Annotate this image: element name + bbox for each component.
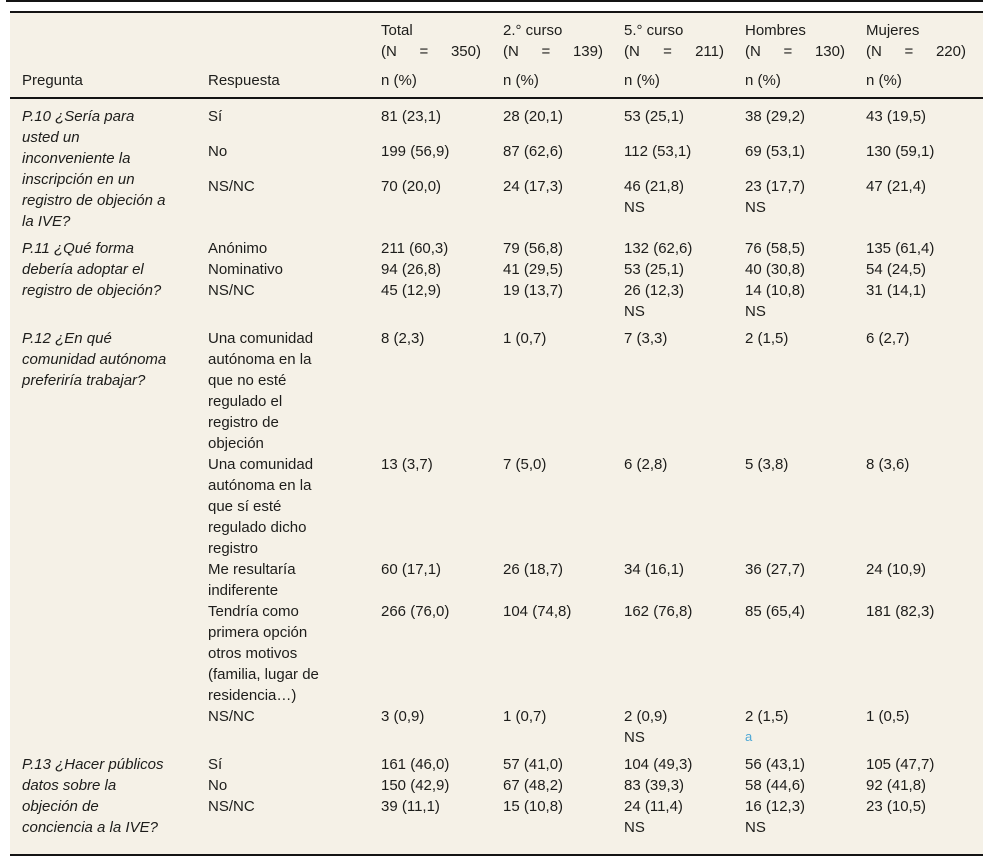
n-pct-value: 31 (14,1) — [866, 282, 927, 299]
value-cell — [866, 328, 975, 454]
value-cell — [745, 176, 866, 232]
col-header-curso2 — [503, 20, 624, 91]
n-pct-value: 8 (3,6) — [866, 456, 910, 473]
group-n-count: (N = 211) — [624, 43, 724, 60]
n-pct-value: 3 (0,9) — [381, 708, 425, 725]
value-cell — [745, 259, 866, 280]
question-block — [22, 106, 975, 232]
value-cell — [503, 775, 624, 796]
n-pct-value: 7 (3,3) — [624, 330, 668, 347]
value-cell — [745, 106, 866, 141]
ns-note: NS — [624, 199, 645, 216]
value-cell — [503, 328, 624, 454]
col-header-hombres — [745, 20, 866, 91]
n-pct-value: 15 (10,8) — [503, 798, 564, 815]
group-n-count: (N = 139) — [503, 43, 603, 60]
n-pct-value: 85 (65,4) — [745, 603, 806, 620]
n-pct-label: n (%) — [503, 72, 539, 89]
group-n-count: (N = 350) — [381, 43, 481, 60]
n-pct-value: 112 (53,1) — [624, 143, 692, 160]
value-cell — [624, 706, 745, 748]
n-pct-value: 13 (3,7) — [381, 456, 433, 473]
value-cell — [503, 141, 624, 176]
group-label: Mujeres — [866, 22, 920, 39]
n-pct-value: 81 (23,1) — [381, 108, 442, 125]
n-pct-value: 16 (12,3) — [745, 798, 806, 815]
response-label: Sí — [208, 108, 223, 125]
value-cell — [624, 754, 745, 775]
n-pct-label: n (%) — [745, 72, 781, 89]
response-label: NS/NC — [208, 282, 255, 299]
response-label: No — [208, 777, 228, 794]
question-block — [22, 328, 975, 748]
response-label: No — [208, 143, 228, 160]
n-pct-value: 87 (62,6) — [503, 143, 564, 160]
n-pct-value: 266 (76,0) — [381, 603, 450, 620]
value-cell — [866, 280, 975, 322]
n-pct-value: 41 (29,5) — [503, 261, 564, 278]
col-header-pregunta: Pregunta — [22, 72, 83, 89]
value-cell — [503, 796, 624, 838]
value-cell — [503, 754, 624, 775]
value-cell — [866, 706, 975, 748]
n-pct-value: 60 (17,1) — [381, 561, 442, 578]
n-pct-value: 39 (11,1) — [381, 798, 440, 815]
n-pct-value: 6 (2,7) — [866, 330, 910, 347]
n-pct-value: 56 (43,1) — [745, 756, 806, 773]
n-pct-value: 40 (30,8) — [745, 261, 806, 278]
ns-note: NS — [624, 729, 645, 746]
response-label: Me resultaría indiferente — [208, 561, 296, 599]
response-label: Nominativo — [208, 261, 284, 278]
value-cell — [624, 775, 745, 796]
value-cell — [866, 754, 975, 775]
n-pct-value: 211 (60,3) — [381, 240, 449, 257]
value-cell — [503, 238, 624, 259]
n-pct-value: 2 (1,5) — [745, 708, 789, 725]
value-cell — [866, 106, 975, 141]
group-label: 2.° curso — [503, 22, 563, 39]
ns-note: NS — [745, 303, 766, 320]
col-header-curso5 — [624, 20, 745, 91]
n-pct-value: 57 (41,0) — [503, 756, 564, 773]
value-cell — [624, 328, 745, 454]
n-pct-value: 83 (39,3) — [624, 777, 685, 794]
value-cell — [381, 280, 503, 322]
value-cell — [866, 238, 975, 259]
response-label: Anónimo — [208, 240, 268, 257]
group-label: Total — [381, 22, 413, 39]
value-cell — [866, 176, 975, 232]
n-pct-value: 26 (18,7) — [503, 561, 564, 578]
group-label: Hombres — [745, 22, 806, 39]
value-cell — [624, 559, 745, 601]
value-cell — [745, 601, 866, 706]
n-pct-value: 69 (53,1) — [745, 143, 806, 160]
value-cell — [381, 328, 503, 454]
n-pct-value: 1 (0,7) — [503, 330, 547, 347]
group-n-count: (N = 220) — [866, 43, 966, 60]
n-pct-label: n (%) — [866, 72, 902, 89]
n-pct-value: 53 (25,1) — [624, 261, 685, 278]
n-pct-value: 14 (10,8) — [745, 282, 806, 299]
ns-note: NS — [745, 199, 766, 216]
n-pct-value: 26 (12,3) — [624, 282, 685, 299]
value-cell — [866, 454, 975, 559]
value-cell — [381, 706, 503, 748]
n-pct-value: 76 (58,5) — [745, 240, 806, 257]
value-cell — [866, 796, 975, 838]
value-cell — [624, 280, 745, 322]
n-pct-value: 104 (74,8) — [503, 603, 572, 620]
n-pct-value: 24 (10,9) — [866, 561, 927, 578]
n-pct-value: 79 (56,8) — [503, 240, 564, 257]
n-pct-value: 70 (20,0) — [381, 178, 442, 195]
n-pct-value: 2 (1,5) — [745, 330, 789, 347]
n-pct-value: 104 (49,3) — [624, 756, 693, 773]
value-cell — [503, 280, 624, 322]
n-pct-value: 94 (26,8) — [381, 261, 442, 278]
value-cell — [866, 559, 975, 601]
n-pct-value: 36 (27,7) — [745, 561, 806, 578]
value-cell — [624, 454, 745, 559]
value-cell — [381, 106, 503, 141]
value-cell — [381, 454, 503, 559]
question-cell: P.10 ¿Sería para usted un inconveniente la inscripción en un registro de objeción a la IVE? — [22, 108, 166, 230]
value-cell — [624, 106, 745, 141]
value-cell — [745, 559, 866, 601]
value-cell — [745, 454, 866, 559]
value-cell — [503, 601, 624, 706]
n-pct-value: 199 (56,9) — [381, 143, 450, 160]
value-cell — [624, 601, 745, 706]
value-cell — [745, 238, 866, 259]
value-cell — [745, 754, 866, 775]
value-cell — [866, 601, 975, 706]
n-pct-value: 105 (47,7) — [866, 756, 935, 773]
value-cell — [381, 141, 503, 176]
value-cell — [745, 328, 866, 454]
n-pct-label: n (%) — [381, 72, 417, 89]
n-pct-value: 19 (13,7) — [503, 282, 564, 299]
n-pct-value: 67 (48,2) — [503, 777, 564, 794]
top-rule — [6, 0, 983, 2]
value-cell — [381, 754, 503, 775]
n-pct-value: 23 (10,5) — [866, 798, 927, 815]
response-label: Sí — [208, 756, 223, 773]
n-pct-value: 23 (17,7) — [745, 178, 806, 195]
n-pct-value: 7 (5,0) — [503, 456, 547, 473]
n-pct-value: 38 (29,2) — [745, 108, 806, 125]
n-pct-value: 8 (2,3) — [381, 330, 425, 347]
ns-note: NS — [624, 303, 645, 320]
response-label: NS/NC — [208, 178, 255, 195]
question-cell: P.11 ¿Qué forma debería adoptar el registro de objeción? — [22, 240, 162, 299]
value-cell — [745, 706, 866, 748]
value-cell — [624, 259, 745, 280]
n-pct-value: 135 (61,4) — [866, 240, 935, 257]
n-pct-label: n (%) — [624, 72, 660, 89]
value-cell — [503, 106, 624, 141]
question-cell: P.13 ¿Hacer públicos datos sobre la objeción de conciencia a la IVE? — [22, 756, 164, 836]
n-pct-value: 24 (11,4) — [624, 798, 683, 815]
value-cell — [624, 238, 745, 259]
value-cell — [745, 280, 866, 322]
value-cell — [624, 141, 745, 176]
value-cell — [866, 259, 975, 280]
n-pct-value: 43 (19,5) — [866, 108, 927, 125]
value-cell — [503, 559, 624, 601]
value-cell — [866, 775, 975, 796]
n-pct-value: 47 (21,4) — [866, 178, 927, 195]
n-pct-value: 6 (2,8) — [624, 456, 668, 473]
response-label: Tendría como primera opción otros motivos (familia, lugar de residencia…) — [208, 603, 319, 704]
n-pct-value: 46 (21,8) — [624, 178, 685, 195]
footnote-a-link[interactable]: a — [745, 729, 753, 744]
value-cell — [381, 796, 503, 838]
question-block — [22, 238, 975, 322]
value-cell — [503, 454, 624, 559]
n-pct-value: 2 (0,9) — [624, 708, 668, 725]
n-pct-value: 58 (44,6) — [745, 777, 806, 794]
n-pct-value: 161 (46,0) — [381, 756, 450, 773]
value-cell — [745, 775, 866, 796]
value-cell — [381, 176, 503, 232]
value-cell — [381, 259, 503, 280]
table-body — [10, 99, 983, 854]
response-label: Una comunidad autónoma en la que sí esté regulado dicho registro — [208, 456, 314, 557]
survey-results-table — [10, 11, 983, 856]
n-pct-value: 54 (24,5) — [866, 261, 927, 278]
value-cell — [381, 559, 503, 601]
value-cell — [503, 176, 624, 232]
value-cell — [503, 706, 624, 748]
value-cell — [381, 238, 503, 259]
n-pct-value: 132 (62,6) — [624, 240, 693, 257]
n-pct-value: 130 (59,1) — [866, 143, 935, 160]
value-cell — [624, 796, 745, 838]
n-pct-value: 1 (0,5) — [866, 708, 910, 725]
n-pct-value: 1 (0,7) — [503, 708, 547, 725]
n-pct-value: 92 (41,8) — [866, 777, 927, 794]
group-label: 5.° curso — [624, 22, 684, 39]
question-cell: P.12 ¿En qué comunidad autónoma preferiría trabajar? — [22, 330, 167, 389]
col-header-total — [381, 20, 503, 91]
value-cell — [381, 601, 503, 706]
n-pct-value: 45 (12,9) — [381, 282, 442, 299]
n-pct-value: 150 (42,9) — [381, 777, 450, 794]
ns-note: NS — [624, 819, 645, 836]
response-label: Una comunidad autónoma en la que no esté regulado el registro de objeción — [208, 330, 314, 452]
question-block — [22, 754, 975, 838]
col-header-mujeres — [866, 20, 975, 91]
table-header — [10, 13, 983, 99]
n-pct-value: 53 (25,1) — [624, 108, 685, 125]
group-n-count: (N = 130) — [745, 43, 845, 60]
col-header-respuesta: Respuesta — [208, 72, 280, 89]
n-pct-value: 181 (82,3) — [866, 603, 935, 620]
value-cell — [381, 775, 503, 796]
value-cell — [503, 259, 624, 280]
n-pct-value: 162 (76,8) — [624, 603, 693, 620]
value-cell — [624, 176, 745, 232]
value-cell — [866, 141, 975, 176]
n-pct-value: 34 (16,1) — [624, 561, 685, 578]
response-label: NS/NC — [208, 708, 255, 725]
n-pct-value: 5 (3,8) — [745, 456, 789, 473]
value-cell — [745, 141, 866, 176]
ns-note: NS — [745, 819, 766, 836]
n-pct-value: 24 (17,3) — [503, 178, 564, 195]
response-label: NS/NC — [208, 798, 255, 815]
n-pct-value: 28 (20,1) — [503, 108, 564, 125]
value-cell — [745, 796, 866, 838]
